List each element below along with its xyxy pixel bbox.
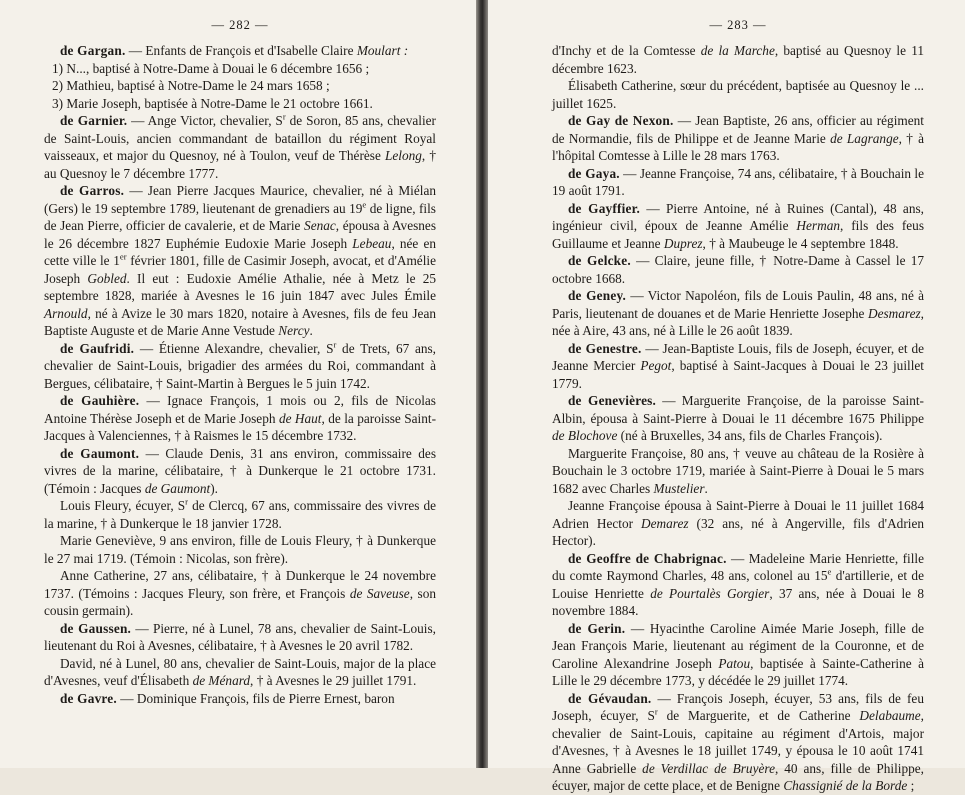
genealogy-entry: [552, 445, 924, 498]
genealogy-entry: [552, 200, 924, 253]
entry-text: — Hyacinthe Caroline Aimée Marie Joseph, fille de Jean François Marie, lieutenant au régiment de la Couronne, et de Caroline Alexandrine Joseph: [552, 620, 924, 671]
entry-text: , son cousin germain).: [44, 585, 436, 618]
entry-text: , † à Avesnes le 29 juillet 1791.: [250, 673, 417, 688]
entry-headword: de Garnier.: [59, 113, 128, 128]
entry-headword: de Garros.: [59, 183, 125, 198]
entry-headword: de Gay de Nexon.: [567, 113, 674, 128]
entry-text: David, né à Lunel, 80 ans, chevalier de Saint-Louis, major de la place d'Avesnes, veuf d'Élisabeth: [44, 655, 436, 688]
genealogy-entry: [44, 42, 436, 60]
entry-text: , baptisé à Saint-Jacques à Douai le 23 juillet 1779.: [552, 358, 924, 391]
genealogy-entry: [552, 550, 924, 620]
entry-headword: de Gaussen.: [59, 620, 132, 636]
entry-text: Élisabeth Catherine, sœur du précédent, baptisée au Quesnoy le ... juillet 1625.: [552, 78, 924, 111]
entry-text: — Jean Pierre Jacques Maurice, chevalier, né à Miélan (Gers) le 19 septembre 1789, lieutenant de grenadiers au 19: [44, 183, 436, 216]
entry-text: , épousa à Avesnes le 26 décembre 1827 Euphémie Eudoxie Marie Joseph: [44, 218, 436, 251]
entry-headword: de Geoffre de Chabrignac.: [567, 550, 727, 566]
genealogy-entry: [44, 392, 436, 445]
entry-headword: de Gaya.: [567, 165, 620, 181]
entry-text: — Marguerite Françoise, de la paroisse Saint-Albin, épousa à Saint-Pierre à Douai le 11 décembre 1675 Philippe: [552, 393, 924, 426]
italic-name: Senac: [304, 218, 336, 233]
superscript: e: [362, 199, 367, 210]
right-page-text: [552, 12, 924, 795]
entry-text: , baptisé au Quesnoy le 11 décembre 1623.: [552, 43, 925, 76]
entry-headword: de Genevières.: [567, 393, 657, 408]
entry-text: — Jeanne Françoise, 74 ans, célibataire, † à Bouchain le 19 août 1791.: [552, 165, 925, 198]
right-page-body: [552, 42, 924, 795]
entry-headword: de Gévaudan.: [567, 690, 652, 706]
italic-name: Herman: [796, 218, 840, 233]
entry-text: — Jean-Baptiste Louis, fils de Joseph, écuyer, et de Jeanne Mercier: [552, 340, 924, 373]
genealogy-entry: [44, 112, 436, 182]
entry-text: 2) Mathieu, baptisé à Notre-Dame le 24 mars 1658 ;: [52, 78, 330, 93]
entry-text: de ligne, fils de Jean Pierre, officier de cavalerie, et de Marie: [44, 200, 436, 233]
italic-name: Pegot: [640, 358, 672, 373]
entry-text: , de la paroisse Saint-Jacques à Valenciennes, † à Raismes le 15 décembre 1732.: [44, 410, 437, 443]
entry-text: — Enfants de François et d'Isabelle Claire: [125, 43, 357, 58]
genealogy-entry: [44, 497, 436, 532]
italic-name: de Pourtalès Gorgier: [650, 585, 770, 601]
entry-text: d'artillerie, et de Louise Henriette: [552, 568, 924, 601]
entry-text: , 40 ans, fille de Philippe, écuyer, major de cette place, et de Benigne: [552, 760, 924, 793]
italic-name: de la Marche: [700, 43, 775, 58]
genealogy-entry: [552, 165, 924, 200]
entry-text: — Dominique François, fils de Pierre Ernest, baron: [116, 690, 395, 706]
entry-text: — Claude Denis, 31 ans environ, commissaire des vivres de la marine, célibataire, † à Dunkerque le 21 octobre 1731. (Témoin : Jacques: [44, 445, 436, 496]
entry-text: Anne Catherine, 27 ans, célibataire, † à Dunkerque le 24 novembre 1737. (Témoins : Jacques Fleury, son frère, et François: [44, 568, 436, 601]
entry-headword: de Gavre.: [59, 690, 117, 706]
italic-name: de Saveuse: [349, 585, 410, 601]
entry-text: de Soron, 85 ans, chevalier de Saint-Louis, ancien commandant de bataillon du régiment Royal vaisseaux, et major du Quesnoy, né à Toulon, veuf de Thérèse: [44, 113, 436, 163]
entry-text: , † à l'hôpital Comtesse à Lille le 28 mars 1763.: [552, 130, 924, 163]
italic-name: Duprez: [663, 235, 703, 251]
right-page-number: — 283 —: [709, 18, 767, 32]
entry-text: , chevalier de Saint-Louis, capitaine au régiment d'Artois, major d'Avesnes, † à Avesnes le 18 juillet 1749, y épousa le 10 août 1741 Anne Gabrielle: [552, 708, 924, 776]
italic-name: de Verdillac de Bruyère: [642, 760, 775, 776]
entry-headword: de Gaumont.: [59, 445, 140, 461]
genealogy-entry: [552, 690, 924, 795]
italic-name: de Ménard: [192, 673, 251, 688]
entry-text: . Il eut : Eudoxie Amélie Athalie, née à Metz le 25 septembre 1828, mariée à Avesnes le 16 juin 1847 avec Jules Émile: [44, 270, 436, 303]
italic-name: Patou: [718, 655, 751, 671]
italic-name: Demarez: [641, 515, 689, 531]
entry-headword: de Gargan.: [59, 43, 126, 58]
italic-name: Chassignié de la Borde: [783, 778, 908, 793]
left-page-body: [44, 42, 436, 707]
entry-text: — François Joseph, écuyer, 53 ans, fils de feu Joseph, écuyer, S: [552, 690, 924, 723]
entry-text: ;: [907, 778, 915, 793]
entry-text: — Ange Victor, chevalier, S: [127, 113, 283, 128]
entry-text: Marie Geneviève, 9 ans environ, fille de Louis Fleury, † à Dunkerque le 27 mai 1719. (Témoin : Nicolas, son frère).: [44, 533, 436, 566]
entry-text: .: [309, 323, 313, 338]
entry-text: , née à Aire, 43 ans, né à Lille le 26 août 1839.: [552, 305, 924, 338]
list-item: [44, 95, 436, 113]
entry-text: de Trets, 67 ans, chevalier de Saint-Louis, brigadier des armées du Roi, commandant à Bergues, célibataire, † Saint-Martin à Bergues le 5 juin 1742.: [44, 340, 436, 391]
superscript: r: [282, 111, 286, 122]
italic-name: Gobled: [87, 270, 127, 286]
genealogy-entry: [44, 532, 436, 567]
entry-headword: de Genestre.: [567, 340, 642, 356]
italic-name: Desmarez: [867, 305, 921, 321]
italic-name: de Haut: [278, 410, 322, 426]
entry-headword: de Geney.: [567, 288, 627, 303]
entry-text: de Clercq, 67 ans, commissaire des vivres de la marine, † à Dunkerque le 18 janvier 1728.: [44, 498, 436, 531]
italic-name: Lelong: [384, 148, 422, 163]
entry-text: — Jean Baptiste, 26 ans, officier au régiment de Normandie, fils de Philippe et de Jeanne Marie: [552, 113, 924, 146]
italic-name: de Lagrange: [830, 130, 899, 146]
entry-text: 3) Marie Joseph, baptisée à Notre-Dame le 21 octobre 1661.: [52, 95, 373, 111]
left-page-text: [44, 12, 436, 707]
entry-text: — Pierre, né à Lunel, 78 ans, chevalier de Saint-Louis, lieutenant du Roi à Avesnes, célibataire, † à Avesnes le 20 avril 1782.: [44, 620, 436, 653]
italic-name: de Blochove: [552, 428, 618, 443]
superscript: r: [654, 706, 658, 717]
genealogy-entry: [44, 445, 436, 498]
entry-text: , baptisée à Sainte-Catherine à Lille le 29 décembre 1773, y décédée le 29 juillet 1774.: [552, 655, 924, 688]
left-page-number: — 282 —: [211, 18, 269, 32]
entry-text: , † au Quesnoy le 7 décembre 1777.: [44, 148, 436, 181]
entry-headword: de Gaufridi.: [59, 340, 135, 356]
entry-text: (né à Bruxelles, 34 ans, fils de Charles François).: [617, 428, 883, 443]
superscript: r: [333, 339, 337, 350]
entry-text: , † à Maubeuge le 4 septembre 1848.: [702, 235, 899, 251]
entry-text: , née en cette ville le 1: [44, 235, 436, 268]
entry-text: ).: [210, 480, 218, 496]
genealogy-entry: [552, 77, 924, 112]
entry-text: Marguerite Françoise, 80 ans, † veuve au château de la Rosière à Bouchain le 3 octobre 1719, mariée à Saint-Pierre à Douai le 5 mars 1682 avec Charles: [552, 445, 924, 496]
genealogy-entry: [552, 340, 924, 393]
entry-text: 1) N..., baptisé à Notre-Dame à Douai le 6 décembre 1656 ;: [52, 60, 370, 76]
genealogy-entry: [552, 392, 924, 445]
entry-text: d'Inchy et de la Comtesse: [552, 43, 701, 58]
entry-headword: de Gerin.: [567, 620, 626, 636]
italic-name: Delabaume: [859, 708, 921, 723]
entry-text: de Marguerite, et de Catherine: [657, 708, 860, 723]
italic-name: de Gaumont: [144, 480, 211, 496]
italic-name: Mustelier: [653, 480, 705, 496]
italic-name: Moulart :: [356, 43, 409, 58]
genealogy-entry: [552, 252, 924, 287]
superscript: e: [827, 566, 832, 577]
entry-text: , fils des feus Guillaume et Jeanne: [552, 218, 924, 251]
genealogy-entry: [44, 690, 436, 708]
genealogy-entry: [44, 567, 436, 620]
entry-text: février 1801, fille de Casimir Joseph, avocat, et d'Amélie Joseph: [44, 253, 436, 286]
entry-text: Jeanne Françoise épousa à Saint-Pierre à Douai le 11 juillet 1684 Adrien Hector: [552, 498, 924, 531]
entry-text: , né à Avize le 30 mars 1820, notaire à Avesnes, fils de feu Jean Baptiste Auguste et de Marie Anne Vestude: [44, 305, 436, 338]
genealogy-entry: [44, 182, 436, 340]
list-item: [44, 77, 436, 95]
entry-text: — Ignace François, 1 mois ou 2, fils de Nicolas Antoine Thérèse Joseph et de Marie Joseph: [44, 393, 436, 426]
entry-text: — Victor Napoléon, fils de Louis Paulin, 48 ans, né à Paris, lieutenant de douanes et de Marie Henriette Josephe: [552, 288, 925, 321]
genealogy-entry: [44, 655, 436, 690]
book-spine: [476, 0, 488, 768]
italic-name: Nercy: [278, 323, 310, 338]
superscript: r: [185, 496, 189, 507]
left-page: [0, 0, 478, 768]
entry-text: — Madeleine Marie Henriette, fille du comte Raymond Charles, 48 ans, colonel au 15: [552, 550, 924, 583]
list-item: [44, 60, 436, 78]
italic-name: Arnould: [44, 305, 88, 321]
genealogy-entry: [552, 287, 924, 340]
entry-headword: de Gayffier.: [567, 200, 641, 216]
genealogy-entry: [552, 42, 924, 77]
entry-text: (32 ans, né à Angerville, fils d'Adrien Hector).: [552, 515, 924, 548]
genealogy-entry: [552, 112, 924, 165]
entry-text: — Étienne Alexandre, chevalier, S: [134, 340, 334, 356]
entry-text: — Pierre Antoine, né à Ruines (Cantal), 48 ans, ingénieur civil, époux de Jeanne Amélie: [552, 200, 924, 233]
genealogy-entry: [552, 497, 924, 550]
genealogy-entry: [44, 340, 436, 393]
superscript: er: [119, 251, 127, 262]
entry-text: Louis Fleury, écuyer, S: [59, 498, 186, 513]
entry-headword: de Gauhière.: [59, 393, 140, 408]
genealogy-entry: [44, 620, 436, 655]
genealogy-entry: [552, 620, 924, 690]
right-page: [488, 0, 965, 793]
entry-text: , 37 ans, née à Douai le 8 novembre 1884.: [552, 585, 924, 618]
entry-text: — Claire, jeune fille, † Notre-Dame à Cassel le 17 octobre 1668.: [552, 253, 924, 286]
italic-name: Lebeau: [352, 235, 392, 251]
entry-headword: de Gelcke.: [567, 253, 631, 268]
entry-text: .: [704, 480, 708, 496]
